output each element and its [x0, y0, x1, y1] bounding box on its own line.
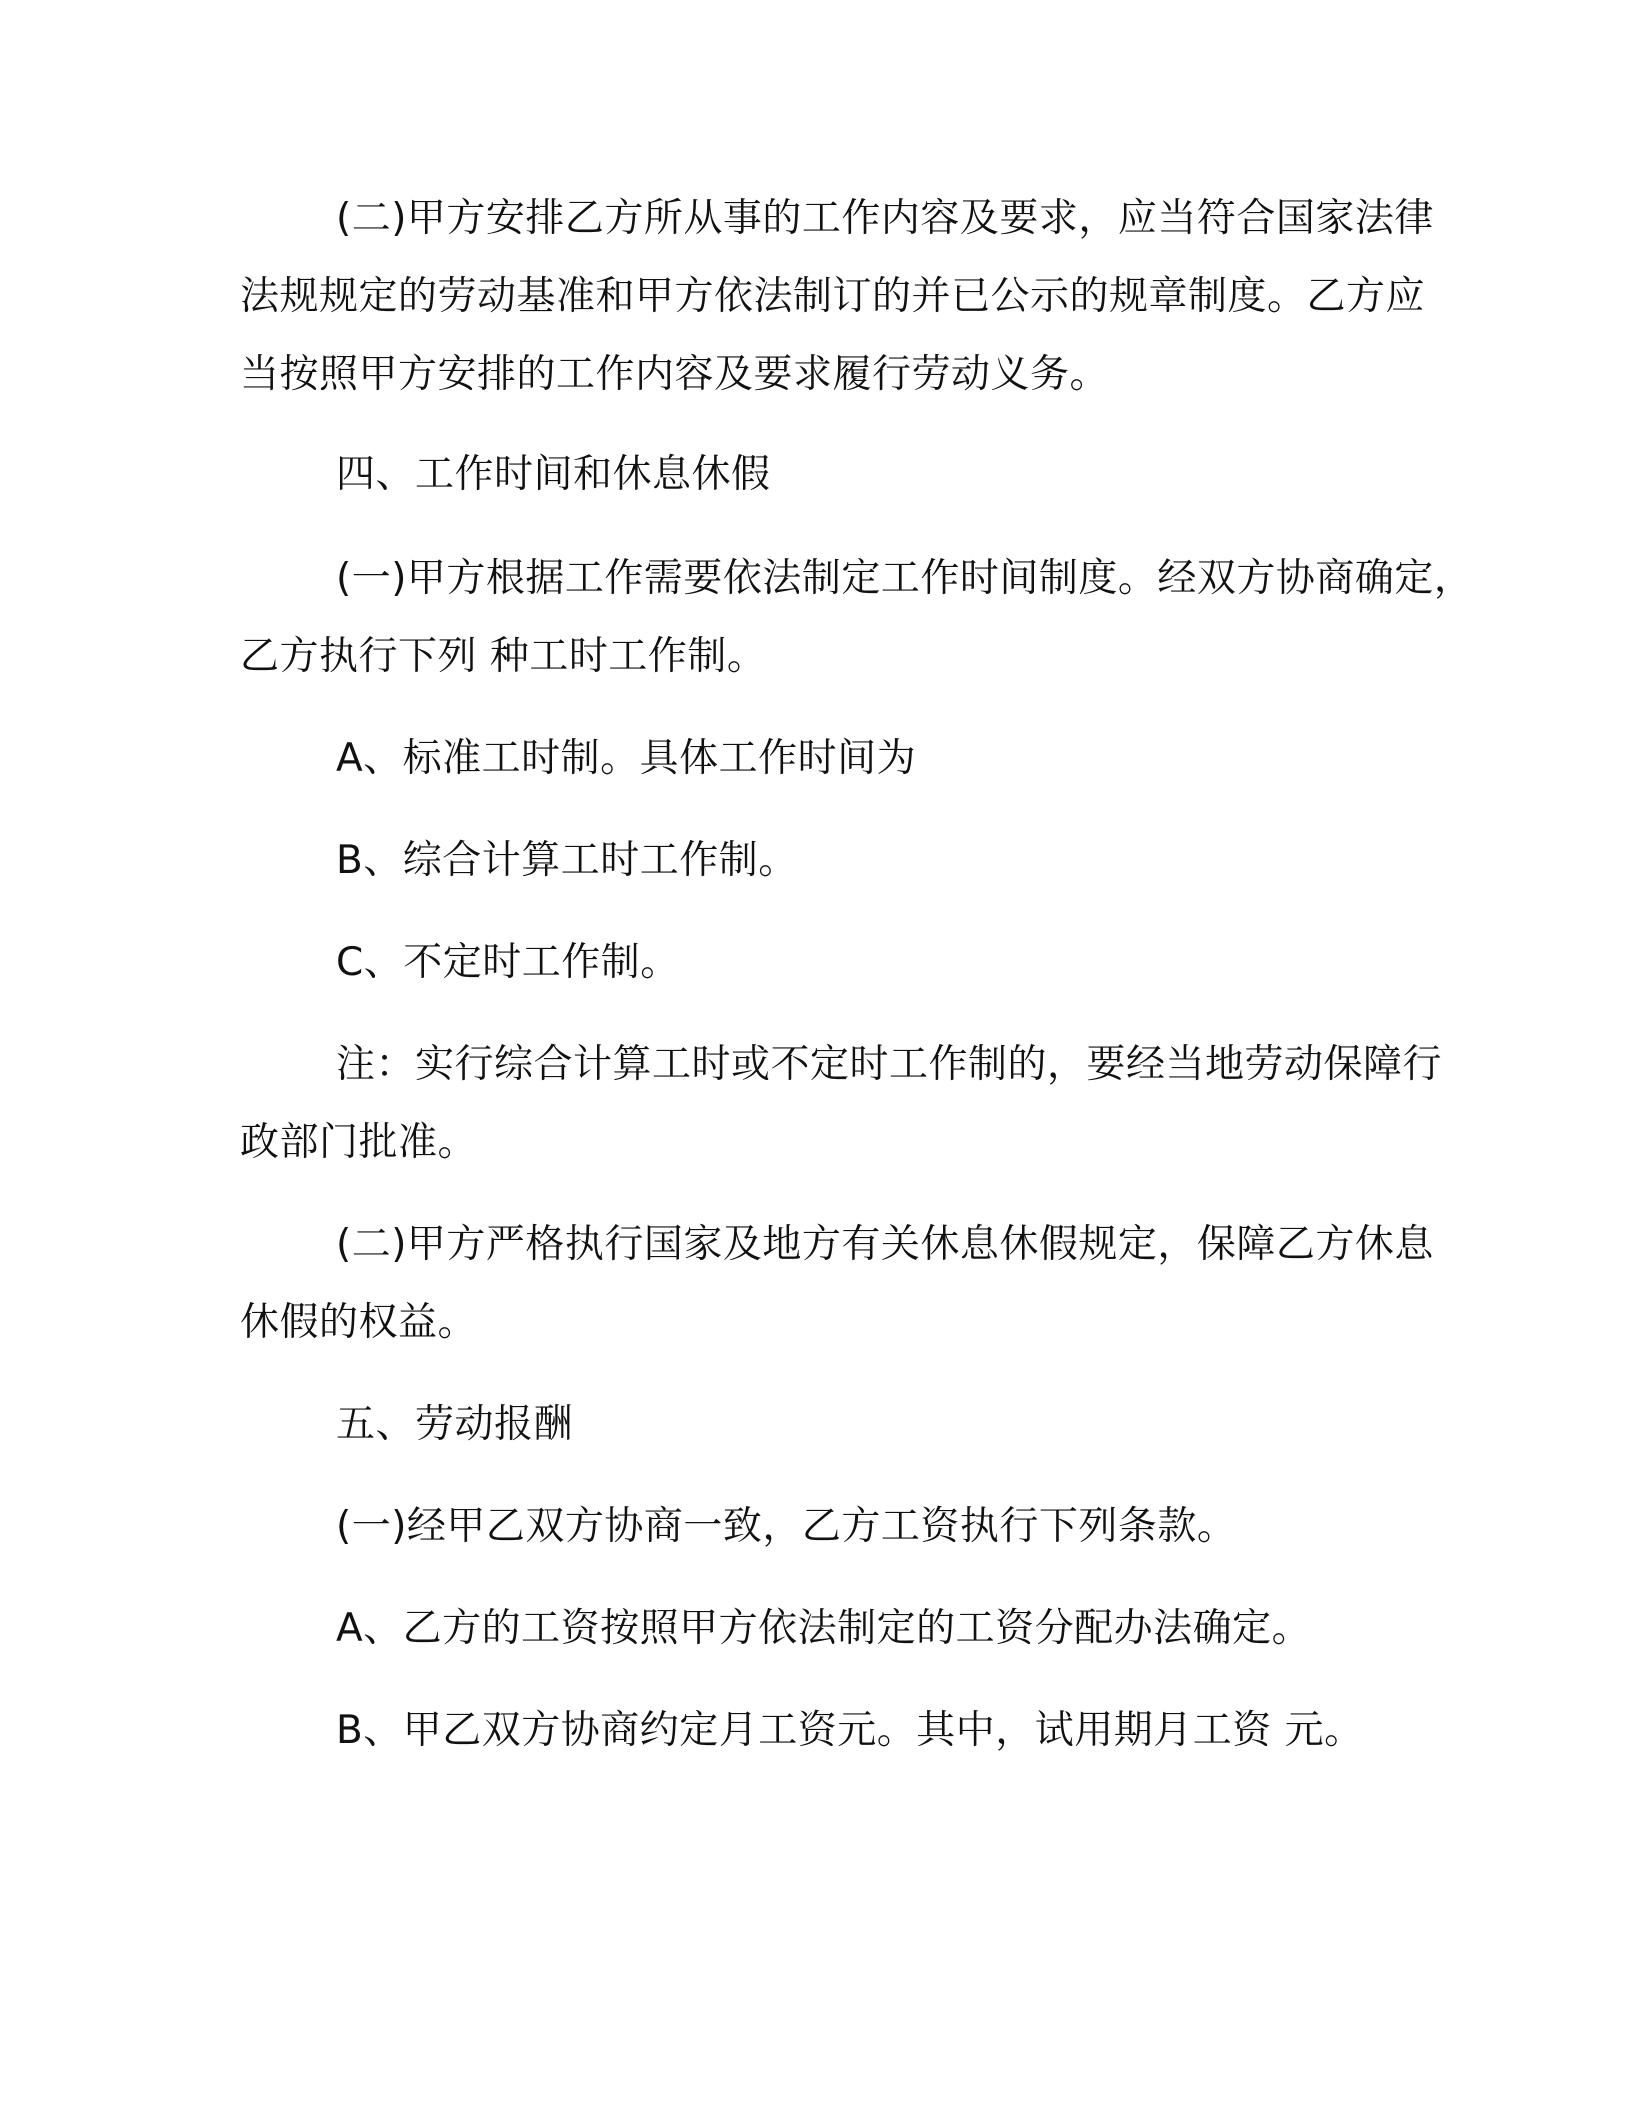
text-line: B、综合计算工时工作制。	[336, 838, 798, 883]
paragraph-salary-terms	[240, 1488, 1400, 1566]
heading-text: 五、劳动报酬	[336, 1402, 574, 1447]
section-heading-work-hours	[240, 436, 1400, 514]
text-line: C、不定时工作制。	[336, 940, 680, 985]
option-c-flexible-hours	[240, 924, 1400, 1002]
paragraph-rest-leave	[240, 1206, 1434, 1362]
text-line: B、甲乙双方协商约定月工资元。其中，试用期月工资 元。	[336, 1708, 1364, 1753]
paragraph-work-content	[240, 180, 1434, 414]
text-line: 政部门批准。	[240, 1120, 478, 1165]
text-line: (一)甲方根据工作需要依法制定工作时间制度。经双方协商确定，	[336, 556, 1474, 601]
text-line: 法规规定的劳动基准和甲方依法制订的并已公示的规章制度。乙方应	[240, 274, 1426, 319]
text-line: A、乙方的工资按照甲方依法制定的工资分配办法确定。	[336, 1606, 1312, 1651]
option-a-salary	[240, 1590, 1400, 1668]
text-line: (二)甲方严格执行国家及地方有关休息休假规定，保障乙方休息	[336, 1222, 1434, 1267]
text-line: (一)经甲乙双方协商一致，乙方工资执行下列条款。	[336, 1504, 1237, 1549]
option-a-standard-hours	[240, 720, 1400, 798]
text-line: A、标准工时制。具体工作时间为	[336, 736, 917, 781]
paragraph-work-hours-system	[240, 540, 1474, 696]
option-b-comprehensive-hours	[240, 822, 1400, 900]
text-line: 乙方执行下列 种工时工作制。	[240, 634, 767, 679]
text-line: (二)甲方安排乙方所从事的工作内容及要求，应当符合国家法律	[336, 196, 1434, 241]
text-line: 注：实行综合计算工时或不定时工作制的，要经当地劳动保障行	[336, 1042, 1443, 1087]
section-heading-remuneration	[240, 1386, 1400, 1464]
paragraph-note	[240, 1026, 1443, 1182]
text-line: 当按照甲方安排的工作内容及要求履行劳动义务。	[240, 352, 1110, 397]
heading-text: 四、工作时间和休息休假	[336, 452, 771, 497]
text-line: 休假的权益。	[240, 1300, 478, 1345]
option-b-salary	[240, 1692, 1400, 1770]
